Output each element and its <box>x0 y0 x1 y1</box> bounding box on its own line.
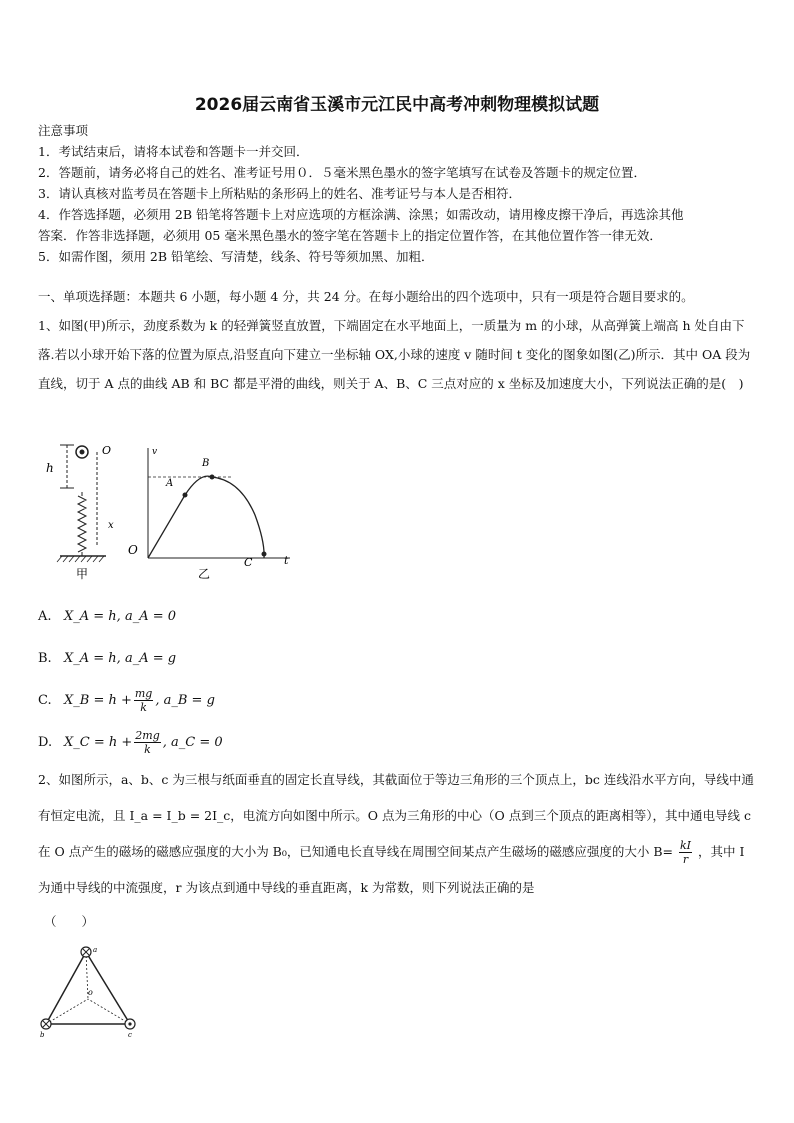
option-a-text: X_A = h, a_A = 0 <box>64 608 177 624</box>
option-a[interactable] <box>38 595 223 637</box>
question-2-figure <box>36 942 146 1038</box>
wire-a-icon <box>81 947 91 957</box>
option-d-pre: X_C = h + <box>64 734 133 750</box>
notes-item: 1．考试结束后，请将本试卷和答题卡一并交回． <box>38 144 309 159</box>
question-1-figure <box>40 440 300 580</box>
figure-label-jia: 甲 <box>76 567 89 580</box>
label-a: a <box>93 946 98 954</box>
notes-item: 答案．作答非选择题，必须用 05 毫米黑色墨水的签字笔在答题卡上的指定位置作答，在其他位置作答一律无效． <box>38 228 662 243</box>
option-d-post: , a_C = 0 <box>162 734 223 750</box>
spring <box>78 496 86 552</box>
wire-c-icon <box>125 1019 135 1029</box>
point-a-label: A <box>166 478 174 489</box>
v-axis-label: v <box>152 447 158 457</box>
t-axis-label: t <box>284 554 289 567</box>
question-2-text: 2、如图所示，a、b、c 为三根与纸面垂直的固定长直导线，其截面位于等边三角形的三个顶点上，bc 连线沿水平方向，导线中通有恒定电流，且 I_a = I_b = 2I_c，电流方向如图中所示。O 点为三角形的中心（O 点到三个顶点的距离相等），其中通电导线 c 在 O 点产生的磁场的磁感应强度的大小为 B₀，已知通电长直导线在周围空间某点产生磁场的磁感应强度的大小 B= <box>38 772 754 859</box>
question-2-block <box>38 762 758 906</box>
question-1-block <box>38 282 758 398</box>
option-b-label: B. <box>38 650 52 666</box>
wire-b-icon <box>41 1019 51 1029</box>
notes-item: 3．请认真核对监考员在答题卡上所粘贴的条形码上的姓名、准考证号与本人是否相符． <box>38 186 521 201</box>
notes-item: 2．答题前，请务必将自己的姓名、准考证号用０．５毫米黑色墨水的签字笔填写在试卷及答题卡的规定位置． <box>38 165 646 180</box>
x-axis-label: x <box>108 520 114 531</box>
option-c-fraction: $\frac{mg}{k}$ <box>134 686 153 714</box>
option-d-fraction: $\frac{2mg}{k}$ <box>135 728 160 756</box>
option-b[interactable] <box>38 637 223 679</box>
question-2-text-cont: ，其中 I 为通中导线的中流强度，r 为该点到通中导线的垂直距离，k 为常数，则下列说法正确的是 <box>38 844 745 895</box>
option-b-text: X_A = h, a_A = g <box>64 650 177 666</box>
option-d-label: D. <box>38 734 53 750</box>
section-heading: 一、单项选择题：本题共 6 小题，每小题 4 分，共 24 分。在每小题给出的四个选项中，只有一项是符合题目要求的。 <box>38 289 694 304</box>
notes-item: 5．如需作图，须用 2B 铅笔绘、写清楚，线条、符号等须加黑、加粗． <box>38 249 434 264</box>
notes-item: 4．作答选择题，必须用 2B 铅笔将答题卡上对应选项的方框涂满、涂黑；如需改动，请用橡皮擦干净后，再选涂其他 <box>38 207 684 222</box>
option-c-label: C. <box>38 692 52 708</box>
point-b-label: B <box>202 458 210 469</box>
answer-paren: （ ） <box>44 914 95 929</box>
origin-label: O <box>102 444 112 457</box>
notes-heading: 注意事项 <box>38 123 89 138</box>
b-formula-fraction: $\frac{kI}{r}$ <box>679 839 691 866</box>
question-1-text: 1、如图(甲)所示，劲度系数为 k 的轻弹簧竖直放置，下端固定在水平地面上，一质量为 m 的小球，从高弹簧上端高 h 处自由下落.若以小球开始下落的位置为原点,沿竖直向下建立一坐标轴 OX,小球的速度 v 随时间 t 变化的图象如图(乙)所示．其中 OA 段为直线，切于 A 点的曲线 AB 和 BC 都是平滑的曲线，则关于 A、B、C 三点对应的 x 坐标及加速度大小，下列说法正确的是( ) <box>38 318 751 391</box>
option-d[interactable] <box>38 721 223 763</box>
question-1-options <box>38 595 223 763</box>
h-label: h <box>46 461 54 475</box>
option-c-post: , a_B = g <box>155 692 215 708</box>
option-a-label: A. <box>38 608 52 624</box>
option-c-pre: X_B = h + <box>64 692 132 708</box>
notes-block <box>38 120 758 267</box>
label-b: b <box>40 1031 45 1038</box>
figure-label-yi: 乙 <box>198 567 211 580</box>
option-c[interactable] <box>38 679 223 721</box>
label-o: o <box>88 988 93 997</box>
page-title: 2026届云南省玉溪市元江民中高考冲刺物理模拟试题 <box>194 95 600 115</box>
origin-label: O <box>128 543 138 557</box>
label-c: c <box>128 1031 132 1038</box>
point-c-label: C <box>244 556 253 569</box>
